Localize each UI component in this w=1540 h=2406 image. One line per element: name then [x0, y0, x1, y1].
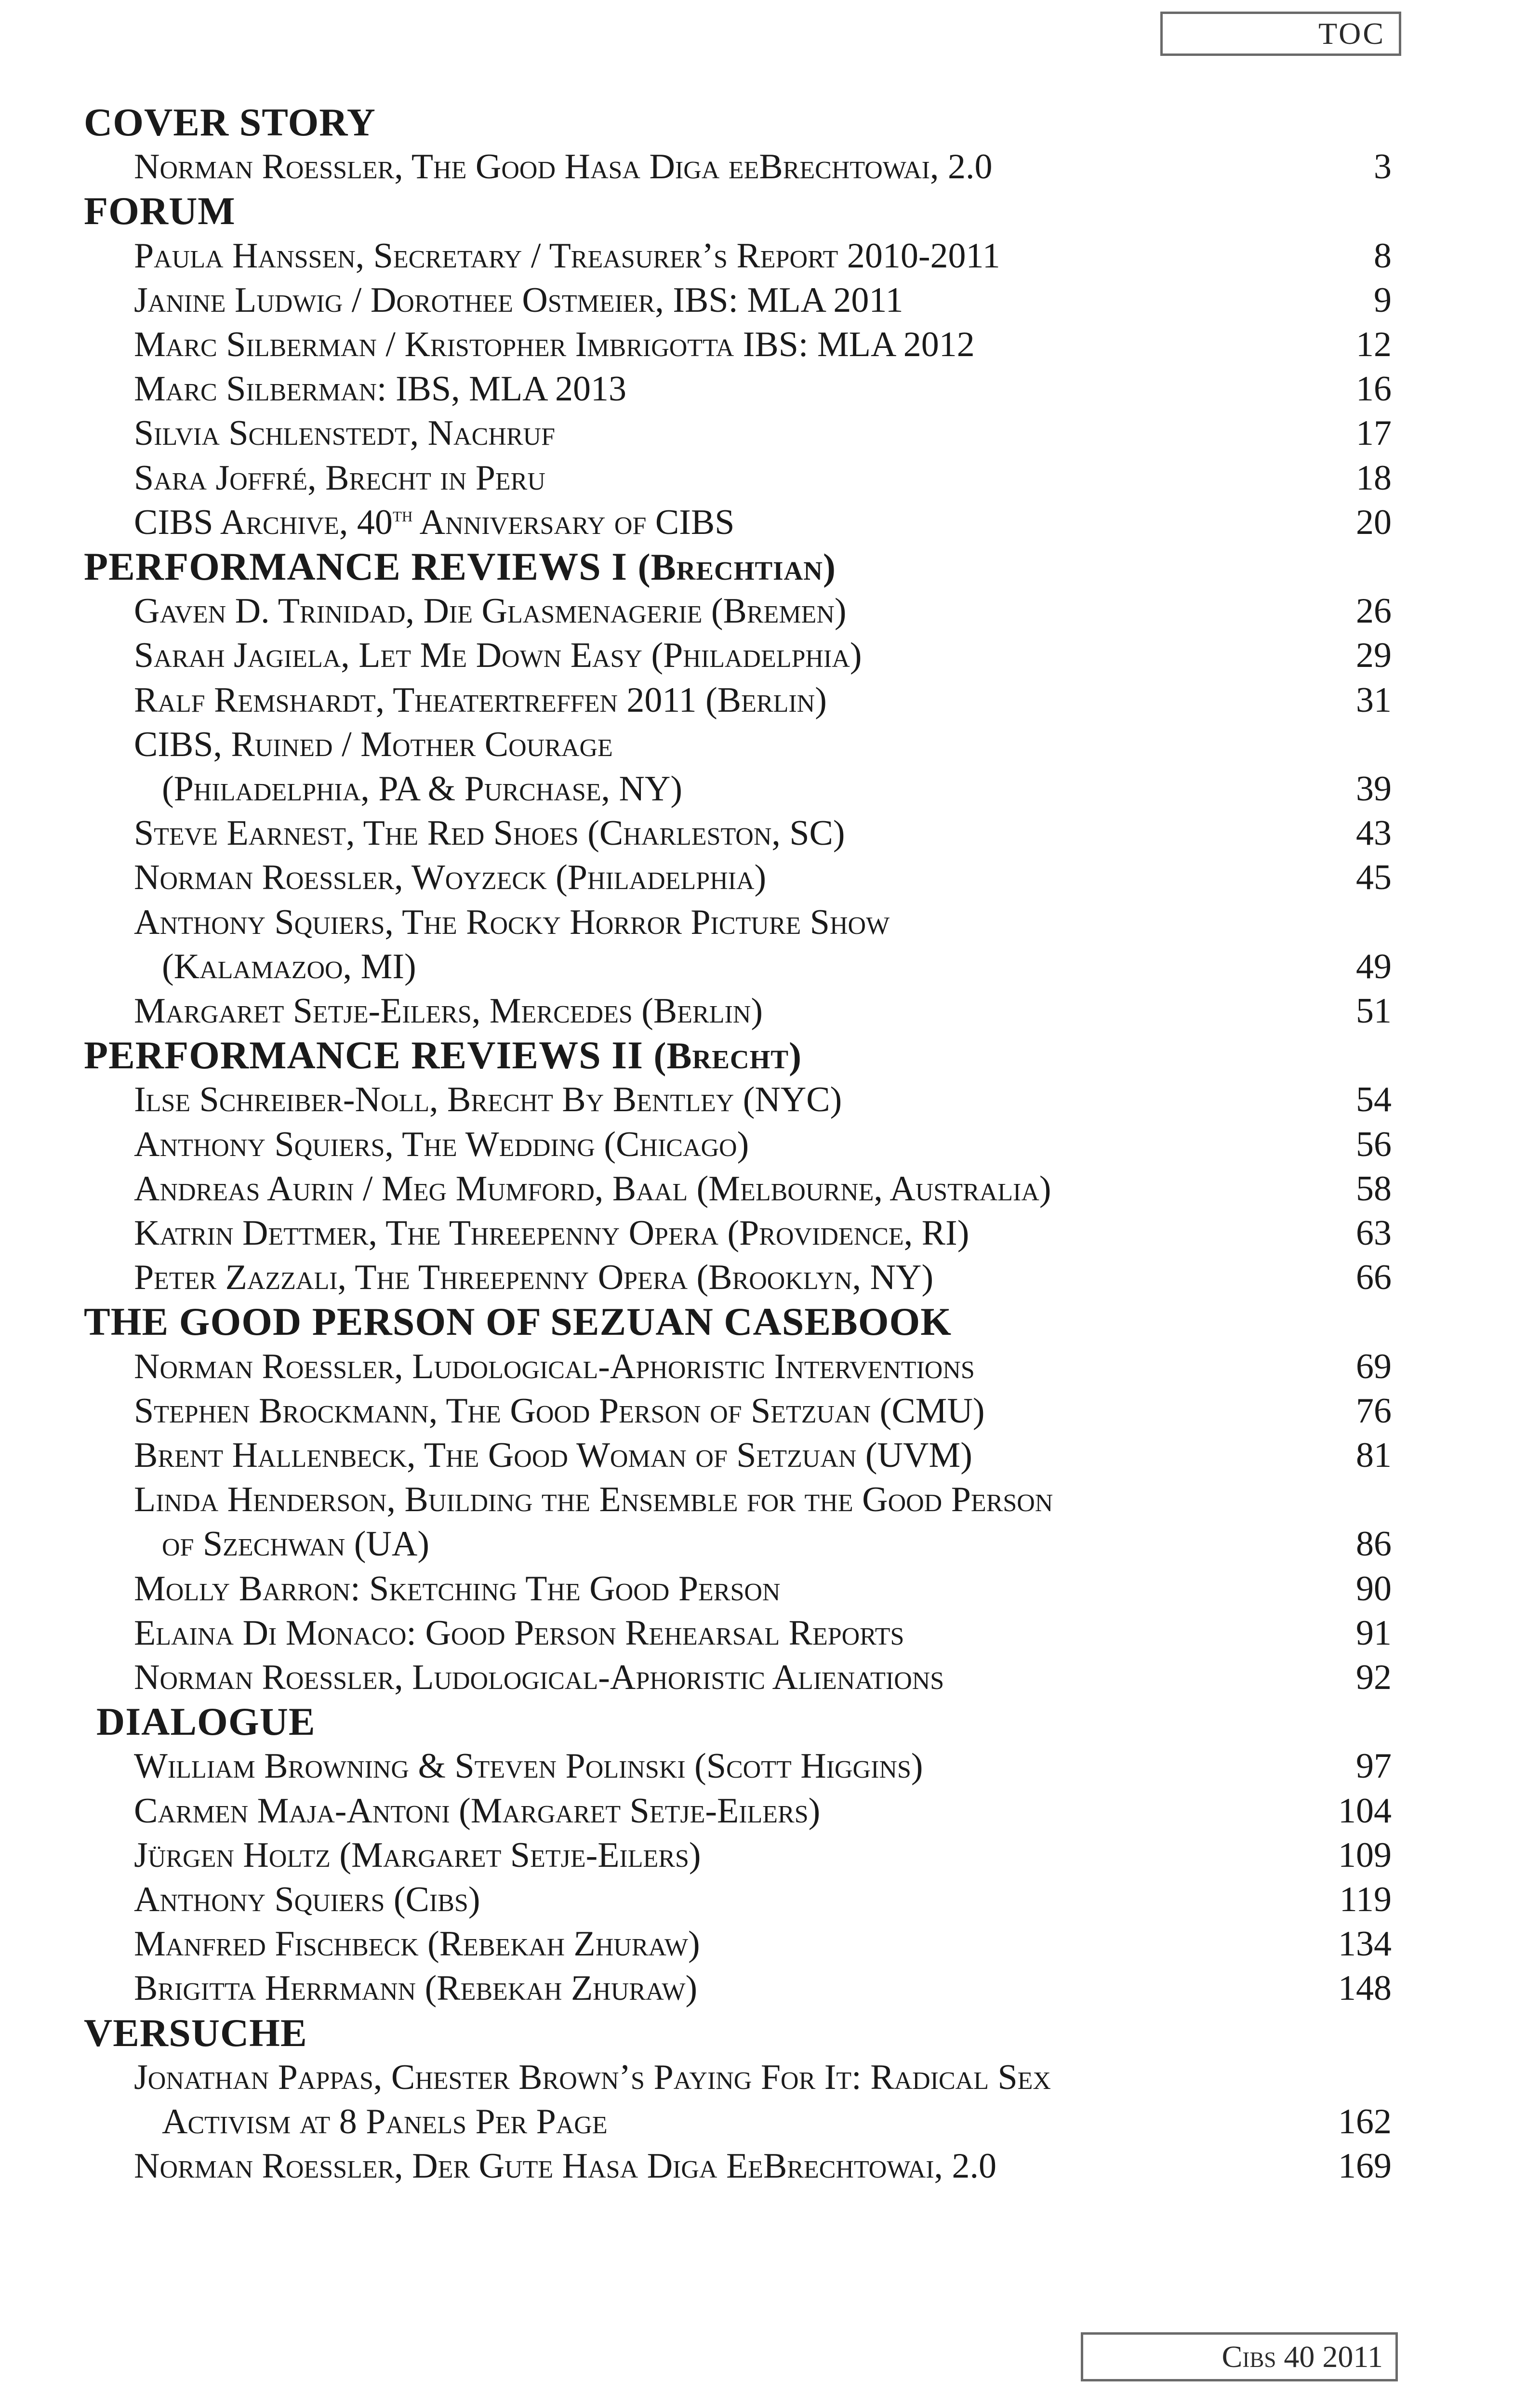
footer-issue-label: Cibs 40 2011	[1081, 2332, 1398, 2381]
toc-entry-row	[0, 1922, 1540, 1966]
page-number: 56	[1356, 1124, 1392, 1164]
entry-title	[134, 411, 555, 455]
entry-text: Activism at 8 Panels Per Page	[162, 2102, 608, 2141]
entry-continuation	[162, 2100, 608, 2144]
entry-text: Ilse Schreiber-Noll, Brecht By Bentley (NYC)	[134, 1080, 842, 1120]
toc-entry-row	[0, 1477, 1540, 1522]
entry-title	[134, 589, 847, 633]
entry-text: Anthony Squiers, The Wedding (Chicago)	[134, 1124, 749, 1164]
toc-entry-row	[0, 1833, 1540, 1877]
entry-title	[134, 1833, 701, 1877]
toc-entry-row	[0, 145, 1540, 189]
page-number: 45	[1356, 858, 1392, 898]
entry-title	[134, 678, 827, 722]
entry-continuation	[162, 767, 682, 811]
page-number: 49	[1356, 946, 1392, 986]
entry-text: Brent Hallenbeck, The Good Woman of Setzuan (UVM)	[134, 1436, 972, 1475]
toc-entry-row	[0, 1789, 1540, 1833]
section-title: DIALOGUE	[96, 1700, 316, 1744]
ordinal-superscript: th	[392, 502, 413, 526]
entry-text: Carmen Maja-Antoni (Margaret Setje-Eilers)	[134, 1791, 821, 1831]
entry-title	[134, 1122, 749, 1167]
entry-title	[134, 1389, 985, 1433]
entry-text: Steve Earnest, The Red Shoes (Charleston, SC)	[134, 813, 845, 853]
entry-text: Peter Zazzali, The Threepenny Opera (Brooklyn, NY)	[134, 1258, 934, 1298]
entry-text: Molly Barron: Sketching The Good Person	[134, 1569, 781, 1608]
entry-title	[134, 855, 766, 900]
entry-title	[134, 234, 1000, 278]
toc-entry-row	[0, 234, 1540, 278]
entry-text: CIBS Archive, 40	[134, 502, 393, 542]
entry-text: Anthony Squiers, The Rocky Horror Picture Show	[134, 902, 890, 942]
page-number: 63	[1356, 1213, 1392, 1253]
toc-entry-row	[0, 1344, 1540, 1389]
page-number: 134	[1338, 1924, 1392, 1964]
entry-text: Norman Roessler, The Good Hasa Diga eeBrechtowai, 2.0	[134, 147, 993, 187]
section-heading	[84, 1300, 952, 1344]
entry-title	[134, 278, 903, 322]
entry-title	[134, 1255, 933, 1300]
page-number: 97	[1356, 1746, 1392, 1786]
entry-text: Paula Hanssen, Secretary / Treasurer’s Report 2010-2011	[134, 236, 1000, 276]
entry-text: Katrin Dettmer, The Threepenny Opera (Providence, RI)	[134, 1213, 969, 1253]
entry-text: (Kalamazoo, MI)	[162, 946, 416, 986]
toc-entry-row	[0, 944, 1540, 989]
toc-entry-row	[0, 1522, 1540, 1566]
page-number: 3	[1374, 147, 1392, 187]
page-number: 8	[1374, 236, 1392, 276]
page-number: 91	[1356, 1613, 1392, 1653]
toc-entry-row	[0, 633, 1540, 678]
entry-text: Manfred Fischbeck (Rebekah Zhuraw)	[134, 1924, 700, 1964]
entry-title	[134, 456, 545, 500]
toc-entry-row	[0, 767, 1540, 811]
entry-text: Jonathan Pappas, Chester Brown’s Paying For It: Radical Sex	[134, 2057, 1051, 2097]
toc-entry-row	[0, 367, 1540, 411]
toc-section-row	[0, 2011, 1540, 2055]
section-heading	[84, 1033, 802, 1078]
toc-entry-row	[0, 678, 1540, 722]
page-number: 66	[1356, 1258, 1392, 1298]
toc-entry-row	[0, 2055, 1540, 2100]
entry-continuation	[162, 1522, 429, 1566]
toc-section-row	[0, 189, 1540, 233]
entry-text: Silvia Schlenstedt, Nachruf	[134, 413, 556, 453]
entry-title	[134, 1477, 1053, 1522]
page-number: 92	[1356, 1658, 1392, 1697]
toc-entry-row	[0, 900, 1540, 944]
section-title: PERFORMANCE REVIEWS II	[84, 1033, 643, 1077]
toc-entry-row	[0, 322, 1540, 367]
toc-entry-row	[0, 2100, 1540, 2144]
entry-title	[134, 1966, 697, 2010]
toc-entry-row	[0, 1966, 1540, 2010]
entry-title	[134, 1167, 1051, 1211]
page-number: 12	[1356, 325, 1392, 364]
page-number: 17	[1356, 413, 1392, 453]
page-number: 69	[1356, 1346, 1392, 1386]
toc-entry-row	[0, 411, 1540, 455]
entry-title	[134, 1077, 842, 1122]
entry-text: Norman Roessler, Woyzeck (Philadelphia)	[134, 858, 767, 898]
page-number: 26	[1356, 591, 1392, 631]
entry-title	[134, 989, 763, 1033]
entry-text: (Philadelphia, PA & Purchase, NY)	[162, 769, 683, 809]
entry-title	[134, 1877, 480, 1922]
entry-title	[134, 1655, 944, 1700]
entry-title	[134, 2055, 1051, 2100]
toc-entry-row	[0, 722, 1540, 767]
toc-entry-row	[0, 989, 1540, 1033]
toc-entry-row	[0, 1255, 1540, 1300]
toc-section-row	[0, 100, 1540, 145]
section-title: PERFORMANCE REVIEWS I	[84, 545, 628, 588]
page-number: 76	[1356, 1391, 1392, 1431]
toc-entry-row	[0, 500, 1540, 545]
page-number: 109	[1338, 1835, 1392, 1875]
entry-text: Norman Roessler, Ludological-Aphoristic Interventions	[134, 1346, 975, 1386]
page-number: 51	[1356, 991, 1392, 1031]
entry-text: Norman Roessler, Der Gute Hasa Diga EeBrechtowai, 2.0	[134, 2146, 997, 2186]
entry-continuation	[162, 944, 416, 989]
toc-entry-row	[0, 1077, 1540, 1122]
entry-title	[134, 811, 845, 855]
entry-title	[134, 1922, 700, 1966]
toc-entry-row	[0, 1122, 1540, 1167]
entry-text-after: Anniversary of CIBS	[412, 502, 735, 542]
page-number: 29	[1356, 636, 1392, 676]
entry-title	[134, 1744, 923, 1788]
toc-entry-row	[0, 855, 1540, 900]
entry-text: CIBS, Ruined / Mother Courage	[134, 724, 613, 764]
entry-title	[134, 1611, 904, 1655]
entry-text: Marc Silberman: IBS, MLA 2013	[134, 369, 626, 409]
section-title: VERSUCHE	[84, 2010, 307, 2055]
entry-text: Elaina Di Monaco: Good Person Rehearsal Reports	[134, 1613, 904, 1653]
entry-text: Marc Silberman / Kristopher Imbrigotta IBS: MLA 2012	[134, 325, 975, 364]
entry-text: Gaven D. Trinidad, Die Glasmenagerie (Bremen)	[134, 591, 847, 631]
section-heading	[84, 189, 236, 233]
section-heading	[96, 1700, 316, 1744]
entry-title	[134, 2144, 996, 2188]
page-number: 16	[1356, 369, 1392, 409]
section-subtitle: (Brecht)	[653, 1035, 802, 1077]
page-number: 86	[1356, 1524, 1392, 1564]
toc-section-row	[0, 545, 1540, 589]
toc-header-label: TOC	[1160, 12, 1401, 56]
toc-entry-row	[0, 278, 1540, 322]
page-number: 20	[1356, 502, 1392, 542]
section-heading	[84, 100, 376, 145]
page-number: 54	[1356, 1080, 1392, 1120]
entry-text: Ralf Remshardt, Theatertreffen 2011 (Berlin)	[134, 680, 827, 720]
toc-entry-row	[0, 2144, 1540, 2188]
page-number: 81	[1356, 1436, 1392, 1475]
entry-title	[134, 500, 734, 545]
toc-entry-row	[0, 1567, 1540, 1611]
page-number: 148	[1338, 1968, 1392, 2008]
entry-text: Andreas Aurin / Meg Mumford, Baal (Melbourne, Australia)	[134, 1169, 1051, 1209]
entry-title	[134, 1211, 969, 1255]
toc-section-row	[0, 1033, 1540, 1077]
section-subtitle: (Brechtian)	[637, 546, 836, 588]
entry-title	[134, 900, 889, 944]
toc-entry-row	[0, 456, 1540, 500]
toc-entry-row	[0, 1744, 1540, 1788]
page-number: 169	[1338, 2146, 1392, 2186]
toc-section-row	[0, 1700, 1540, 1744]
entry-title	[134, 722, 613, 767]
page-number: 39	[1356, 769, 1392, 809]
entry-text: Anthony Squiers (Cibs)	[134, 1880, 480, 1919]
entry-text: of Szechwan (UA)	[162, 1524, 429, 1564]
entry-text: Sara Joffré, Brecht in Peru	[134, 458, 545, 498]
entry-title	[134, 1344, 975, 1389]
page-number: 90	[1356, 1569, 1392, 1608]
entry-title	[134, 1567, 780, 1611]
entry-text: Sarah Jagiela, Let Me Down Easy (Philadelphia)	[134, 636, 862, 676]
page-number: 104	[1338, 1791, 1392, 1831]
entry-title	[134, 145, 992, 189]
toc-entry-row	[0, 1611, 1540, 1655]
toc-entry-row	[0, 1655, 1540, 1700]
section-heading	[84, 545, 836, 589]
toc-entry-row	[0, 1211, 1540, 1255]
page-number: 43	[1356, 813, 1392, 853]
page-number: 162	[1338, 2102, 1392, 2141]
toc-entry-row	[0, 1167, 1540, 1211]
entry-text: Janine Ludwig / Dorothee Ostmeier, IBS: MLA 2011	[134, 280, 903, 320]
toc-entry-row	[0, 811, 1540, 855]
toc-entry-row	[0, 1877, 1540, 1922]
page-number: 18	[1356, 458, 1392, 498]
entry-title	[134, 633, 862, 678]
toc-entry-row	[0, 589, 1540, 633]
page-number: 119	[1339, 1880, 1392, 1919]
section-heading	[84, 2011, 307, 2055]
entry-text: Margaret Setje-Eilers, Mercedes (Berlin)	[134, 991, 763, 1031]
entry-title	[134, 322, 975, 367]
page-number: 31	[1356, 680, 1392, 720]
entry-title	[134, 1789, 820, 1833]
entry-text: Jürgen Holtz (Margaret Setje-Eilers)	[134, 1835, 701, 1875]
entry-text: Linda Henderson, Building the Ensemble for the Good Person	[134, 1480, 1053, 1520]
section-title: FORUM	[84, 189, 236, 233]
entry-text: Stephen Brockmann, The Good Person of Setzuan (CMU)	[134, 1391, 985, 1431]
entry-title	[134, 367, 626, 411]
entry-text: William Browning & Steven Polinski (Scott Higgins)	[134, 1746, 923, 1786]
entry-title	[134, 1433, 972, 1477]
section-title: COVER STORY	[84, 100, 376, 144]
page-number: 58	[1356, 1169, 1392, 1209]
toc-section-row	[0, 1300, 1540, 1344]
section-title: THE GOOD PERSON OF SEZUAN CASEBOOK	[84, 1300, 952, 1344]
entry-text: Norman Roessler, Ludological-Aphoristic Alienations	[134, 1658, 944, 1697]
page-number: 9	[1374, 280, 1392, 320]
toc-entry-row	[0, 1389, 1540, 1433]
entry-text: Brigitta Herrmann (Rebekah Zhuraw)	[134, 1968, 698, 2008]
toc-entry-row	[0, 1433, 1540, 1477]
